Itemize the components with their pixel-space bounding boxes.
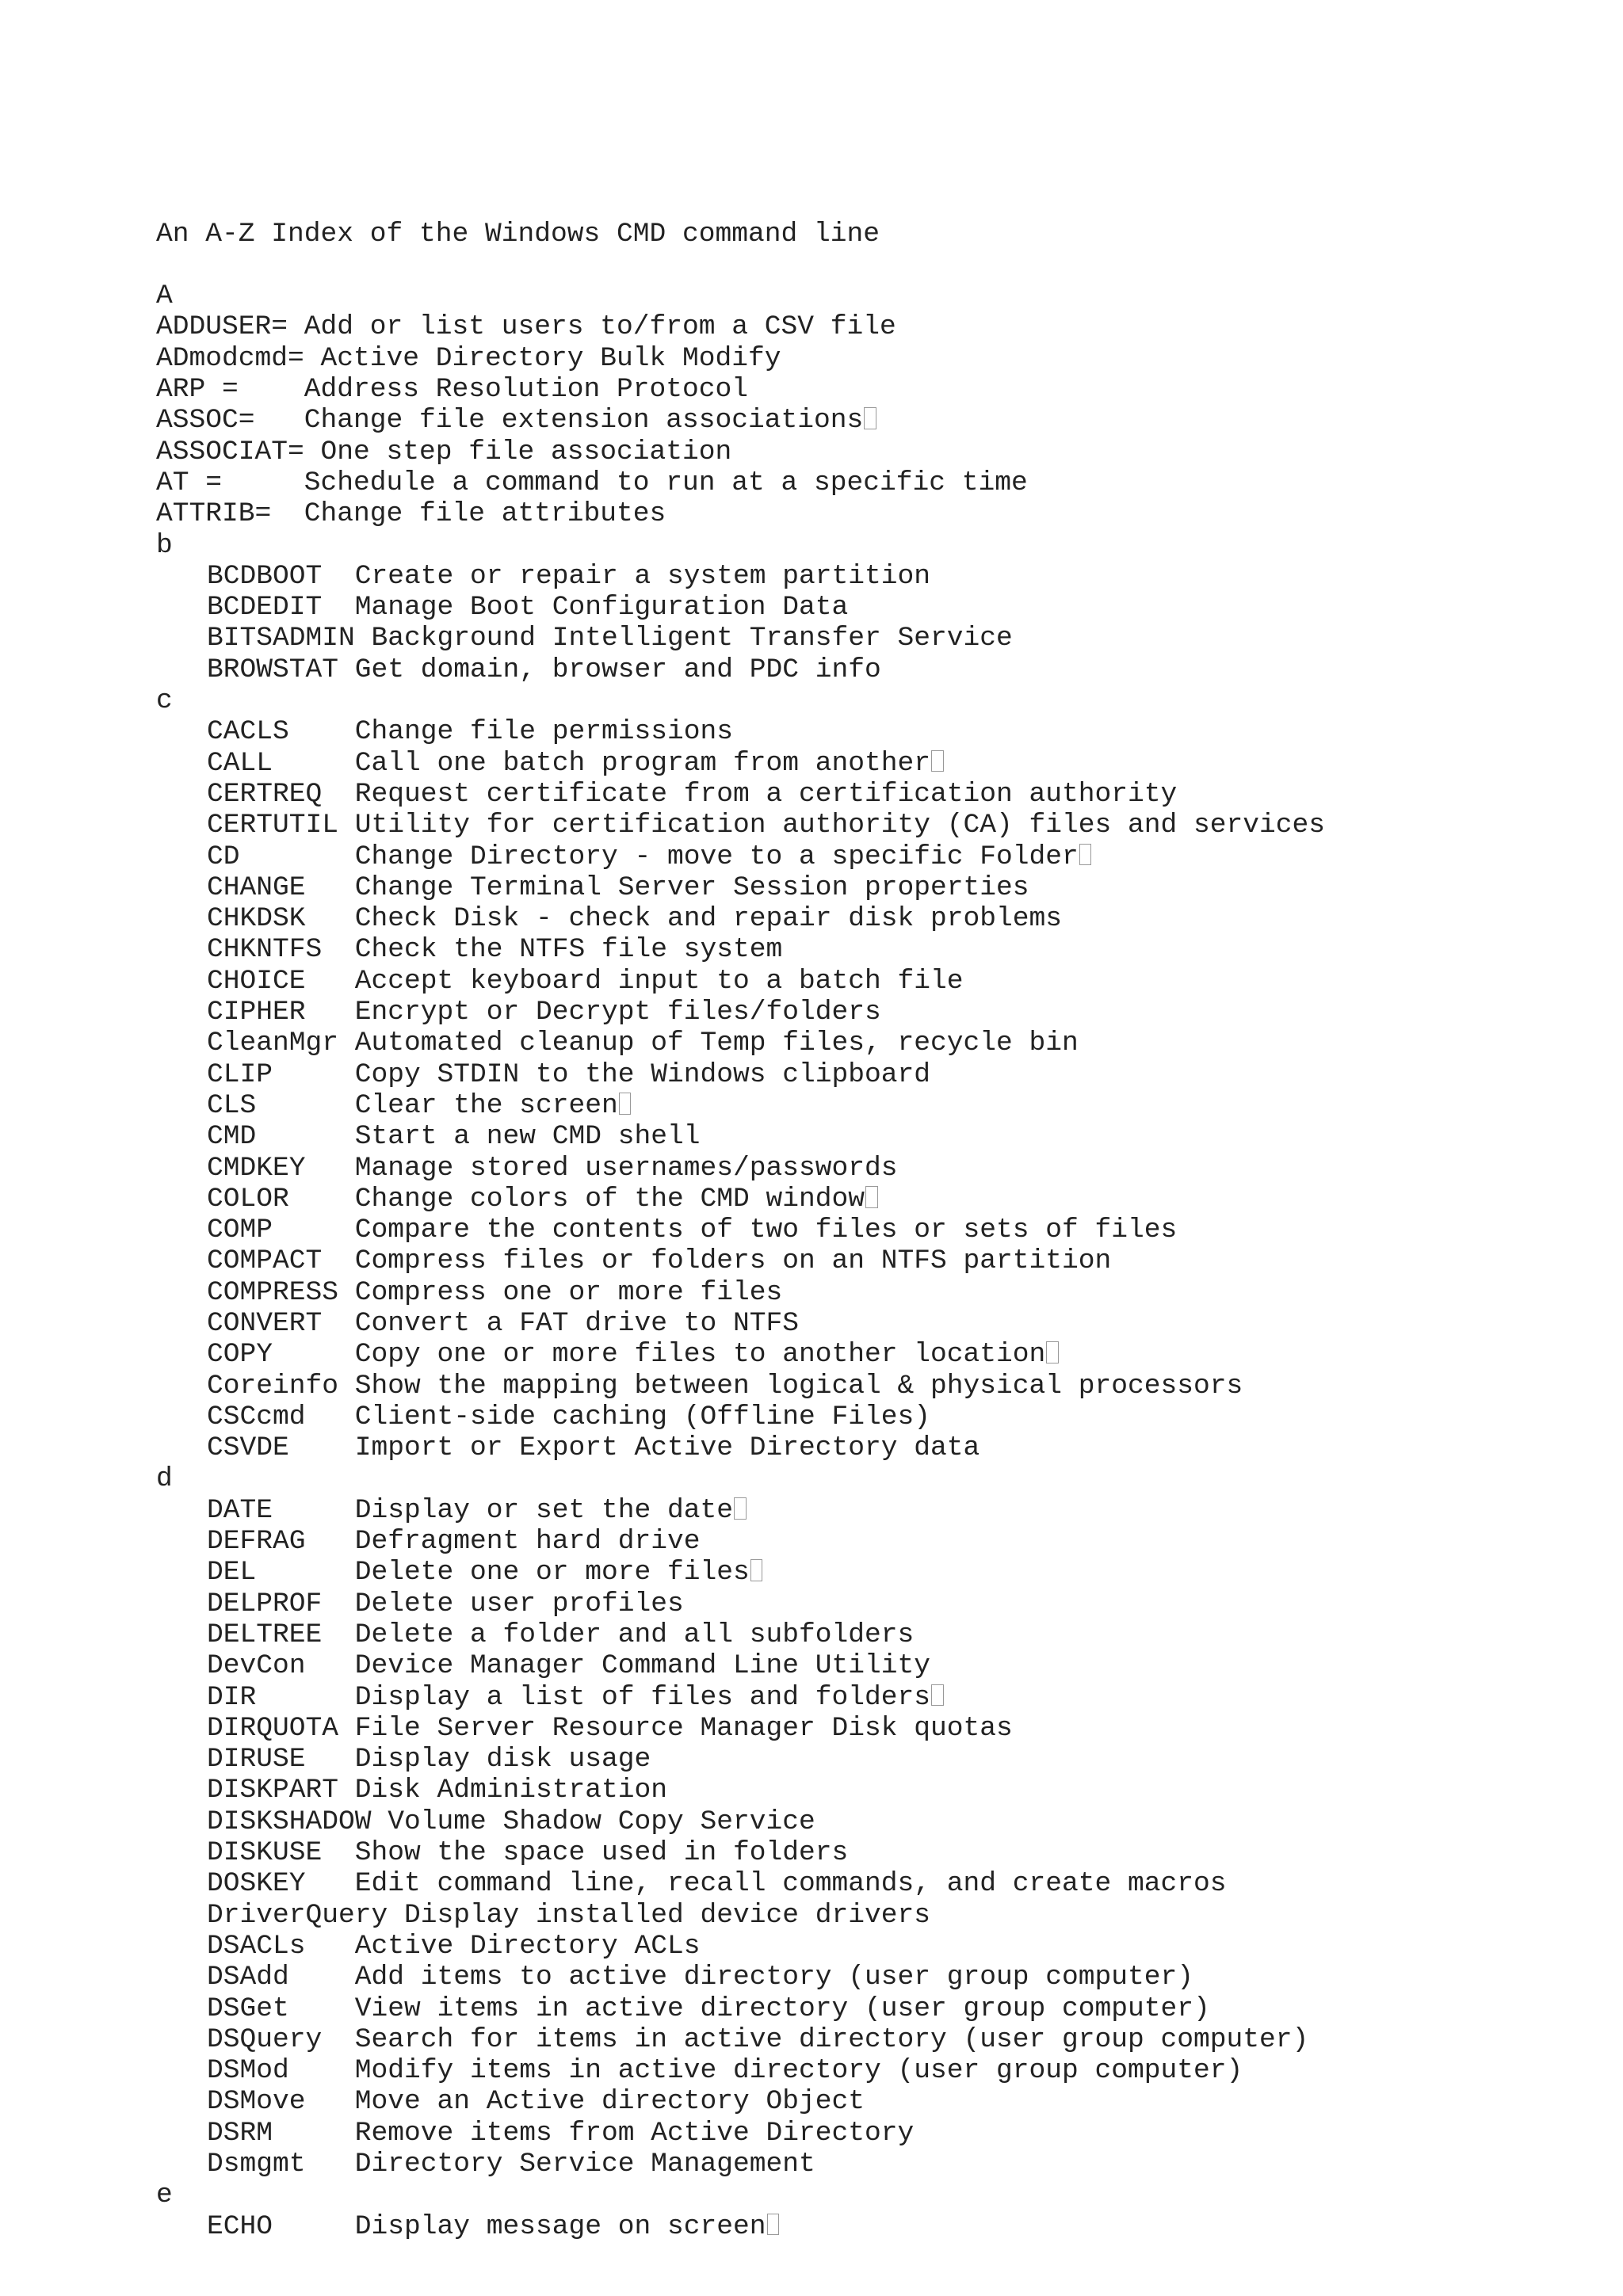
command-entry: [156, 343, 1325, 374]
command-description: Delete one or more files: [354, 1557, 750, 1589]
command-name: DSGet: [207, 1993, 289, 2024]
command-entry: [156, 1619, 1325, 1650]
command-description: Create or repair a system partition: [354, 560, 931, 592]
command-description: Show the space used in folders: [354, 1837, 849, 1869]
section-letter: A: [156, 280, 173, 312]
command-name: DATE: [207, 1494, 273, 1526]
command-description: Delete a folder and all subfolders: [354, 1619, 915, 1650]
command-entry: [156, 872, 1325, 903]
command-entry: [156, 1962, 1325, 1993]
command-entry: [156, 1806, 1325, 1837]
command-entry: [156, 1868, 1325, 1899]
command-name: CIPHER: [207, 997, 306, 1028]
command-entry: [156, 1121, 1325, 1152]
missing-glyph-box-icon: [1046, 1341, 1059, 1363]
command-entry: [156, 1495, 1325, 1526]
command-entry: [156, 748, 1325, 779]
command-entry: [156, 1931, 1325, 1962]
command-name: DevCon: [207, 1650, 306, 1682]
command-entry: [156, 716, 1325, 747]
command-name: DISKUSE: [207, 1837, 323, 1869]
command-name: COMP: [207, 1215, 273, 1246]
command-entry: [156, 810, 1325, 841]
section-letter: c: [156, 685, 173, 717]
command-description: Compress files or folders on an NTFS partition: [354, 1245, 1112, 1277]
command-name: BCDBOOT: [207, 560, 323, 592]
command-entry: [156, 934, 1325, 965]
command-entry: [156, 1277, 1325, 1308]
command-entry: [156, 1526, 1325, 1557]
command-name: CD: [207, 841, 240, 872]
command-description: Change file attributes: [304, 498, 666, 530]
command-description: Change Terminal Server Session properties: [354, 871, 1029, 903]
command-description: Change file permissions: [354, 716, 734, 748]
command-name: DELPROF: [207, 1588, 323, 1619]
command-description: Add items to active directory (user group computer): [354, 1962, 1194, 1993]
command-entry: [156, 1432, 1325, 1463]
command-name: CERTREQ: [207, 778, 323, 810]
command-name: BITSADMIN: [207, 623, 355, 654]
command-description: Copy one or more files to another location: [354, 1339, 1046, 1371]
missing-glyph-box-icon: [865, 1186, 878, 1208]
command-name: DIRQUOTA: [207, 1712, 339, 1744]
command-name: BROWSTAT: [207, 654, 339, 685]
command-name: DSAdd: [207, 1962, 289, 1993]
command-name: AT =: [156, 467, 223, 498]
command-name: COLOR: [207, 1183, 289, 1215]
command-description: Start a new CMD shell: [354, 1121, 701, 1153]
command-name: DIR: [207, 1681, 257, 1713]
command-entry: [156, 841, 1325, 872]
command-name: CONVERT: [207, 1307, 323, 1339]
command-entry: [156, 592, 1325, 623]
command-description: File Server Resource Manager Disk quotas: [354, 1712, 1013, 1744]
command-name: DSRM: [207, 2117, 273, 2149]
command-name: ARP =: [156, 374, 239, 406]
command-entry: [156, 2086, 1325, 2117]
command-entry: [156, 1028, 1325, 1058]
command-description: One step file association: [320, 436, 732, 467]
command-name: ADmodcmd=: [156, 342, 304, 374]
command-description: Show the mapping between logical & physical processors: [354, 1370, 1243, 1402]
command-name: CLS: [207, 1089, 257, 1121]
command-description: Search for items in active directory (user group computer): [354, 2023, 1309, 2055]
command-name: DISKSHADOW: [207, 1806, 372, 1837]
command-entry: [156, 966, 1325, 997]
command-entry: [156, 437, 1325, 467]
document-title: An A-Z Index of the Windows CMD command line: [156, 218, 880, 250]
command-entry: [156, 1402, 1325, 1432]
command-description: Address Resolution Protocol: [304, 374, 749, 406]
missing-glyph-box-icon: [734, 1497, 747, 1520]
command-description: Encrypt or Decrypt files/folders: [354, 997, 881, 1028]
command-entry: [156, 1744, 1325, 1775]
command-entry: [156, 903, 1325, 934]
command-name: CALL: [207, 747, 273, 779]
command-description: Copy STDIN to the Windows clipboard: [354, 1058, 931, 1090]
command-description: Clear the screen: [354, 1089, 618, 1121]
command-description: Display installed device drivers: [404, 1899, 931, 1931]
command-name: ASSOC=: [156, 405, 255, 437]
command-name: ECHO: [207, 2210, 273, 2242]
command-entry: [156, 1090, 1325, 1121]
missing-glyph-box-icon: [931, 750, 944, 772]
command-entry: [156, 1775, 1325, 1806]
missing-glyph-box-icon: [750, 1559, 763, 1581]
command-entry: [156, 467, 1325, 498]
command-name: ASSOCIAT=: [156, 436, 304, 467]
command-entry: [156, 2055, 1325, 2086]
command-description: Display message on screen: [354, 2210, 766, 2242]
command-name: DEL: [207, 1557, 257, 1589]
command-entry: [156, 997, 1325, 1028]
command-description: Display or set the date: [354, 1494, 734, 1526]
command-entry: [156, 1682, 1325, 1713]
command-description: Check the NTFS file system: [354, 934, 783, 966]
command-description: Manage stored usernames/passwords: [354, 1152, 898, 1184]
command-entry: [156, 1245, 1325, 1276]
section-letter: b: [156, 529, 173, 561]
command-name: COMPACT: [207, 1245, 323, 1277]
command-entry: [156, 1557, 1325, 1588]
command-description: Active Directory ACLs: [354, 1930, 701, 1962]
command-entry: [156, 1059, 1325, 1090]
command-entry: [156, 2118, 1325, 2149]
command-entry: [156, 1589, 1325, 1619]
command-description: Check Disk - check and repair disk problems: [354, 903, 1063, 935]
command-name: DSMove: [207, 2086, 306, 2118]
section-letter: d: [156, 1463, 173, 1495]
command-name: CMD: [207, 1121, 257, 1153]
command-entry: [156, 1308, 1325, 1339]
command-name: DEFRAG: [207, 1526, 306, 1558]
command-entry: [156, 1184, 1325, 1215]
command-description: Utility for certification authority (CA) files and services: [354, 810, 1326, 841]
command-entry: [156, 1713, 1325, 1744]
command-description: Change colors of the CMD window: [354, 1183, 865, 1215]
command-description: Volume Shadow Copy Service: [388, 1806, 815, 1837]
command-name: COMPRESS: [207, 1276, 339, 1308]
command-name: CMDKEY: [207, 1152, 306, 1184]
command-description: Compress one or more files: [354, 1276, 783, 1308]
command-name: DOSKEY: [207, 1868, 306, 1900]
command-entry: [156, 374, 1325, 405]
command-description: View items in active directory (user group computer): [354, 1993, 1210, 2024]
command-name: ATTRIB=: [156, 498, 272, 530]
command-description: Import or Export Active Directory data: [354, 1432, 980, 1464]
command-name: CHKNTFS: [207, 934, 323, 966]
document: [156, 156, 1325, 2242]
command-name: DELTREE: [207, 1619, 323, 1650]
section-letter: e: [156, 2180, 173, 2211]
missing-glyph-box-icon: [619, 1093, 632, 1115]
command-entry: [156, 2211, 1325, 2242]
command-name: COPY: [207, 1339, 273, 1371]
command-entry: [156, 405, 1325, 436]
command-description: Edit command line, recall commands, and create macros: [354, 1868, 1227, 1900]
command-description: Display disk usage: [354, 1744, 651, 1775]
command-entry: [156, 1215, 1325, 1245]
command-description: Automated cleanup of Temp files, recycle bin: [354, 1028, 1079, 1059]
command-name: CHANGE: [207, 871, 306, 903]
missing-glyph-box-icon: [767, 2214, 780, 2236]
command-name: CACLS: [207, 716, 289, 748]
command-description: Manage Boot Configuration Data: [354, 592, 849, 624]
command-name: Dsmgmt: [207, 2149, 306, 2180]
command-entry: [156, 1339, 1325, 1370]
command-name: Coreinfo: [207, 1370, 339, 1402]
command-description: Add or list users to/from a CSV file: [304, 311, 896, 343]
command-name: CLIP: [207, 1058, 273, 1090]
command-entry: [156, 311, 1325, 342]
command-name: DIRUSE: [207, 1744, 306, 1775]
command-description: Remove items from Active Directory: [354, 2117, 915, 2149]
missing-glyph-box-icon: [931, 1684, 944, 1707]
command-name: CSVDE: [207, 1432, 289, 1464]
command-description: Request certificate from a certification authority: [354, 778, 1178, 810]
command-name: DISKPART: [207, 1775, 339, 1806]
missing-glyph-box-icon: [1079, 844, 1092, 866]
command-entry: [156, 1900, 1325, 1931]
command-name: DriverQuery: [207, 1899, 388, 1931]
command-description: Convert a FAT drive to NTFS: [354, 1307, 800, 1339]
command-description: Change file extension associations: [304, 405, 864, 437]
command-name: DSMod: [207, 2055, 289, 2087]
command-description: Get domain, browser and PDC info: [354, 654, 881, 685]
command-description: Client-side caching (Offline Files): [354, 1401, 931, 1432]
command-name: DSQuery: [207, 2023, 323, 2055]
command-description: Delete user profiles: [354, 1588, 684, 1619]
command-name: CHKDSK: [207, 903, 306, 935]
command-entry: [156, 1371, 1325, 1402]
command-description: Compare the contents of two files or sets of files: [354, 1215, 1178, 1246]
command-description: Accept keyboard input to a batch file: [354, 965, 964, 997]
command-description: Schedule a command to run at a specific time: [304, 467, 1028, 498]
command-entry: [156, 623, 1325, 654]
command-name: CSCcmd: [207, 1401, 306, 1432]
command-name: CERTUTIL: [207, 810, 339, 841]
command-entry: [156, 498, 1325, 529]
command-name: BCDEDIT: [207, 592, 323, 624]
command-description: Call one batch program from another: [354, 747, 931, 779]
command-entry: [156, 561, 1325, 592]
command-description: Background Intelligent Transfer Service: [371, 623, 1013, 654]
command-name: CHOICE: [207, 965, 306, 997]
command-entry: [156, 779, 1325, 810]
command-description: Active Directory Bulk Modify: [320, 342, 781, 374]
command-description: Change Directory - move to a specific Folder: [354, 841, 1079, 872]
command-name: DSACLs: [207, 1930, 306, 1962]
command-entry: [156, 1993, 1325, 2024]
command-description: Defragment hard drive: [354, 1526, 701, 1558]
command-entry: [156, 1837, 1325, 1868]
command-description: Directory Service Management: [354, 2149, 815, 2180]
command-name: ADDUSER=: [156, 311, 288, 343]
command-entry: [156, 1153, 1325, 1184]
command-description: Disk Administration: [354, 1775, 668, 1806]
command-entry: [156, 1650, 1325, 1681]
command-name: CleanMgr: [207, 1028, 339, 1059]
command-entry: [156, 2024, 1325, 2055]
missing-glyph-box-icon: [864, 407, 876, 429]
command-entry: [156, 2149, 1325, 2180]
command-description: Modify items in active directory (user group computer): [354, 2055, 1243, 2087]
command-entry: [156, 654, 1325, 685]
command-description: Move an Active directory Object: [354, 2086, 865, 2118]
command-description: Display a list of files and folders: [354, 1681, 931, 1713]
command-description: Device Manager Command Line Utility: [354, 1650, 931, 1682]
